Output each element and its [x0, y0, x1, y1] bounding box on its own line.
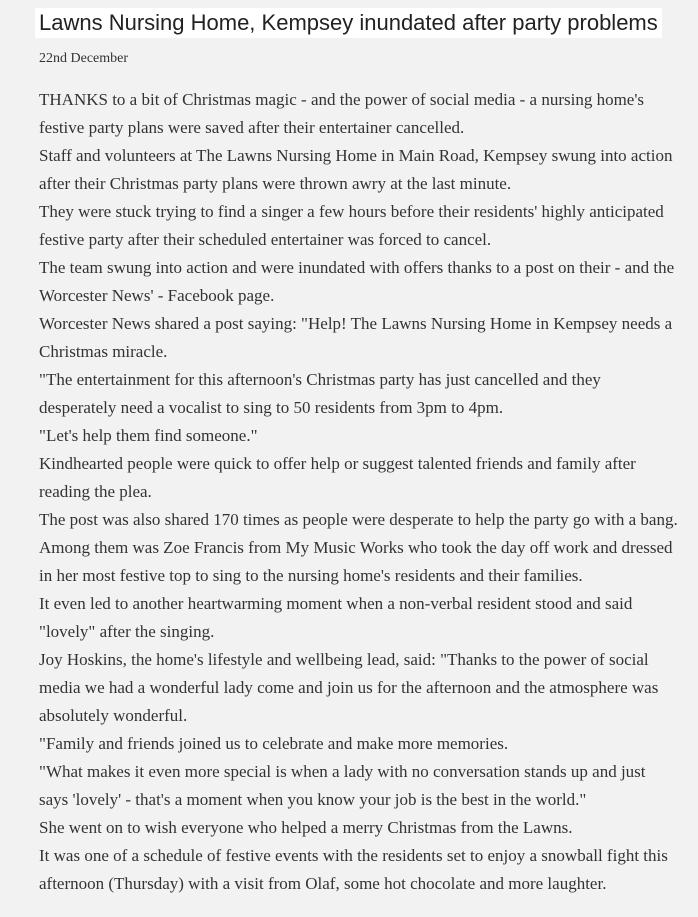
article-paragraph: Kindhearted people were quick to offer help or suggest talented friends and family after reading the plea.: [39, 454, 636, 501]
article-body: [39, 86, 679, 898]
article-paragraph: She went on to wish everyone who helped a merry Christmas from the Lawns.: [39, 818, 573, 837]
article-paragraph: "Let's help them find someone.": [39, 426, 258, 445]
article: [39, 0, 679, 898]
article-paragraph: "Family and friends joined us to celebrate and make more memories.: [39, 734, 509, 753]
article-paragraph: The team swung into action and were inundated with offers thanks to a post on their - and the Worcester News' - Facebook page.: [39, 258, 675, 305]
article-paragraph: Among them was Zoe Francis from My Music Works who took the day off work and dressed in her most festive top to sing to the nursing home's residents and their families.: [39, 538, 673, 585]
article-paragraph: Joy Hoskins, the home's lifestyle and wellbeing lead, said: "Thanks to the power of social media we had a wonderful lady come and join us for the afternoon and the atmosphere was absolutely wonderful.: [39, 650, 659, 725]
article-headline: Lawns Nursing Home, Kempsey inundated after party problems: [35, 8, 662, 38]
article-paragraph: Staff and volunteers at The Lawns Nursing Home in Main Road, Kempsey swung into action after their Christmas party plans were thrown awry at the last minute.: [39, 146, 673, 193]
article-paragraph: It even led to another heartwarming moment when a non-verbal resident stood and said "lovely" after the singing.: [39, 594, 633, 641]
article-paragraph: "What makes it even more special is when a lady with no conversation stands up and just says 'lovely' - that's a moment when you know your job is the best in the world.": [39, 762, 646, 809]
article-paragraph: They were stuck trying to find a singer a few hours before their residents' highly anticipated festive party after their scheduled entertainer was forced to cancel.: [39, 202, 664, 249]
article-paragraph: "The entertainment for this afternoon's Christmas party has just cancelled and they desperately need a vocalist to sing to 50 residents from 3pm to 4pm.: [39, 370, 601, 417]
article-paragraph: THANKS to a bit of Christmas magic - and the power of social media - a nursing home's festive party plans were saved after their entertainer cancelled.: [39, 90, 645, 137]
article-paragraph: It was one of a schedule of festive events with the residents set to enjoy a snowball fight this afternoon (Thursday) with a visit from Olaf, some hot chocolate and more laughter.: [39, 846, 668, 893]
article-paragraph: Worcester News shared a post saying: "Help! The Lawns Nursing Home in Kempsey needs a Christmas miracle.: [39, 314, 673, 361]
article-date: 22nd December: [39, 51, 129, 66]
article-paragraph: The post was also shared 170 times as people were desperate to help the party go with a bang.: [39, 510, 678, 529]
